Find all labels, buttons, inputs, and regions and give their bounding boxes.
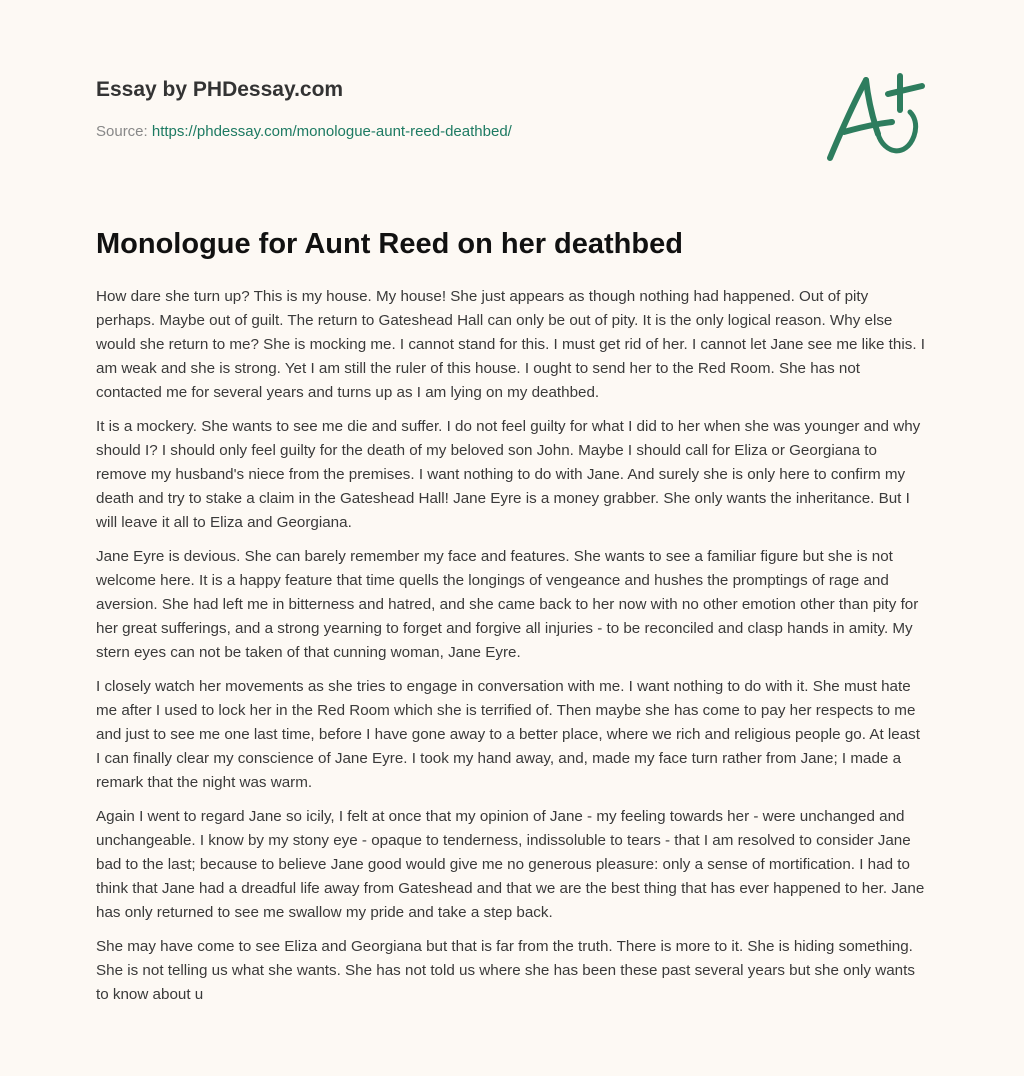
site-title: Essay by PHDessay.com bbox=[96, 78, 344, 101]
source-line bbox=[96, 122, 796, 142]
essay-paragraph: I closely watch her movements as she tries to engage in conversation with me. I want nothing to do with it. She must hate me after I used to lock her in the Red Room which she is terrified of. Then maybe she has come to pay her respects to me and just to see me one last time, before I have gone away to a better place, where we rich and religious people go. At least I can finally clear my conscience of Jane Eyre. I took my hand away, and, made my face turn rather from Jane; I made a remark that the night was warm. bbox=[96, 678, 920, 791]
page-title: Monologue for Aunt Reed on her deathbed bbox=[96, 228, 683, 260]
a-plus-grade-icon bbox=[818, 64, 930, 168]
source-link[interactable]: https://phdessay.com/monologue-aunt-reed-deathbed/ bbox=[151, 123, 512, 140]
essay-paragraph: Jane Eyre is devious. She can barely remember my face and features. She wants to see a familiar figure but she is not welcome here. It is a happy feature that time quells the longings of vengeance and hushes the promptings of rage and aversion. She had left me in bitterness and hatred, and she came back to her now with no other emotion other than pity for her great sufferings, and a strong yearning to forget and forgive all injuries - to be reconciled and clasp hands in amity. My stern eyes can not be taken of that cunning woman, Jane Eyre. bbox=[96, 548, 919, 661]
header bbox=[96, 76, 796, 142]
source-label: Source: bbox=[96, 123, 152, 140]
essay-paragraph: How dare she turn up? This is my house. My house! She just appears as though nothing had happened. Out of pity perhaps. Maybe out of guilt. The return to Gateshead Hall can only be out of pity. It is the only logical reason. Why else would she return to me? She is mocking me. I cannot stand for this. I must get rid of her. I cannot let Jane see me like this. I am weak and she is strong. Yet I am still the ruler of this house. I ought to send her to the Red Room. She has not contacted me for several years and turns up as I am lying on my deathbed. bbox=[96, 288, 925, 401]
essay-paragraph: It is a mockery. She wants to see me die and suffer. I do not feel guilty for what I did to her when she was younger and why should I? I should only feel guilty for the death of my beloved son John. Maybe I should call for Eliza or Georgiana to remove my husband's niece from the premises. I want nothing to do with Jane. And surely she is only here to confirm my death and try to stake a claim in the Gateshead Hall! Jane Eyre is a money grabber. She only wants the inheritance. But I will leave it all to Eliza and Georgiana. bbox=[96, 418, 921, 531]
essay-body bbox=[96, 285, 928, 1017]
essay-paragraph: Again I went to regard Jane so icily, I felt at once that my opinion of Jane - my feeling towards her - were unchanged and unchangeable. I know by my stony eye - opaque to tenderness, indissoluble to tears - that I am resolved to consider Jane bad to the last; because to believe Jane good would give me no generous pleasure: only a sense of mortification. I had to think that Jane had a dreadful life away from Gateshead and that we are the best thing that has ever happened to her. Jane has only returned to see me swallow my pride and take a step back. bbox=[96, 808, 925, 921]
essay-paragraph: She may have come to see Eliza and Georgiana but that is far from the truth. There is more to it. She is hiding something. She is not telling us what she wants. She has not told us where she has been these past several years but she only wants to know about u bbox=[96, 938, 915, 1003]
